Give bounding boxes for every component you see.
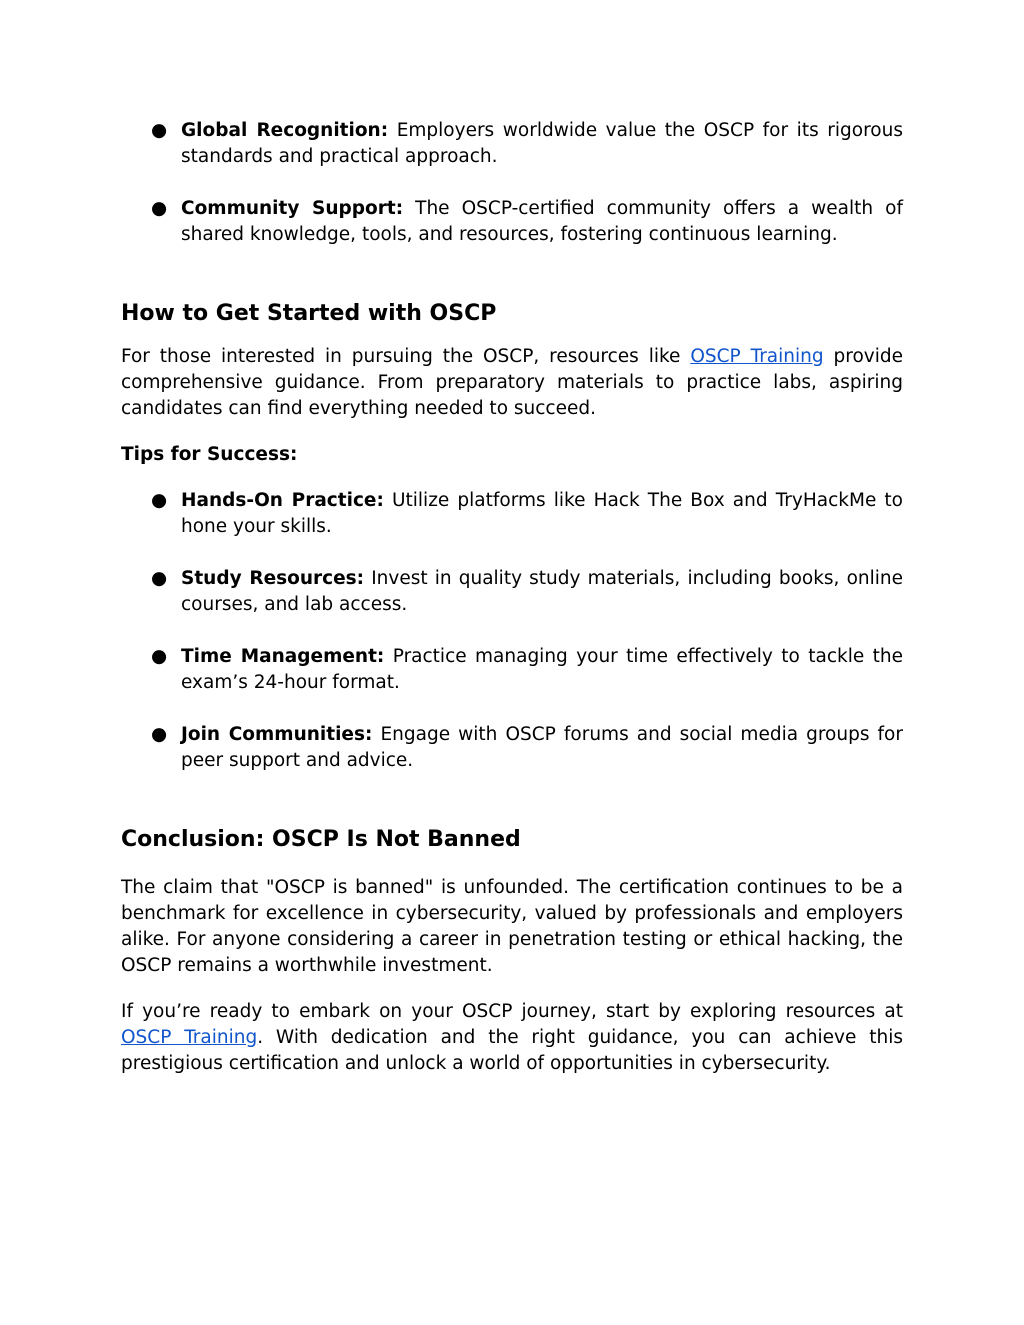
bullet-text: Utilize platforms like Hack The Box and TryHackMe to hone your skills.: [181, 490, 904, 537]
document-page: [121, 118, 903, 1077]
bullet-text: Practice managing your time effectively to tackle the exam’s 24-hour format.: [181, 646, 903, 693]
bullet-icon: ●: [151, 490, 168, 511]
tips-bullet-list: [121, 488, 903, 774]
intro-bullet-list: [121, 118, 903, 248]
list-item: [121, 196, 903, 248]
paragraph-text: For those interested in pursuing the OSCP, resources like: [121, 346, 691, 367]
bullet-icon: ●: [151, 120, 168, 141]
bullet-text: Engage with OSCP forums and social media groups for peer support and advice.: [181, 724, 903, 771]
section-heading-get-started: How to Get Started with OSCP: [121, 301, 497, 326]
bullet-term: Community Support:: [181, 198, 404, 219]
bullet-text: The OSCP-certified community offers a wealth of shared knowledge, tools, and resources, fostering continuous learning.: [181, 198, 903, 245]
bullet-icon: ●: [151, 724, 168, 745]
paragraph-text: If you’re ready to embark on your OSCP journey, start by exploring resources at: [121, 1001, 903, 1022]
list-item: [121, 644, 903, 696]
bullet-term: Hands-On Practice:: [181, 490, 384, 511]
oscp-training-link[interactable]: OSCP Training: [121, 1027, 258, 1048]
paragraph-text: provide comprehensive guidance. From preparatory materials to practice labs, aspiring candidates can find everything needed to succeed.: [121, 346, 903, 419]
oscp-training-link[interactable]: OSCP Training: [690, 346, 824, 367]
bullet-term: Join Communities:: [181, 724, 373, 745]
bullet-icon: ●: [151, 568, 168, 589]
section-heading-conclusion: Conclusion: OSCP Is Not Banned: [121, 827, 521, 852]
bullet-term: Time Management:: [181, 646, 385, 667]
bullet-icon: ●: [151, 646, 168, 667]
conclusion-paragraph-1: The claim that "OSCP is banned" is unfounded. The certification continues to be a benchmark for excellence in cybersecurity, valued by professionals and employers alike. For anyone considering a career in penetration testing or ethical hacking, the OSCP remains a worthwhile investment.: [121, 877, 903, 976]
tips-heading: Tips for Success:: [121, 444, 298, 465]
bullet-text: Employers worldwide value the OSCP for its rigorous standards and practical approach.: [181, 120, 903, 167]
bullet-term: Global Recognition:: [181, 120, 389, 141]
list-item: [121, 118, 903, 170]
paragraph-text: . With dedication and the right guidance, you can achieve this prestigious certification and unlock a world of opportunities in cybersecurity.: [121, 1027, 903, 1074]
bullet-icon: ●: [151, 198, 168, 219]
conclusion-paragraph-2: [121, 999, 903, 1077]
get-started-paragraph: [121, 344, 903, 422]
bullet-term: Study Resources:: [181, 568, 365, 589]
bullet-text: Invest in quality study materials, including books, online courses, and lab access.: [181, 568, 903, 615]
list-item: [121, 488, 903, 540]
list-item: [121, 566, 903, 618]
list-item: [121, 722, 903, 774]
